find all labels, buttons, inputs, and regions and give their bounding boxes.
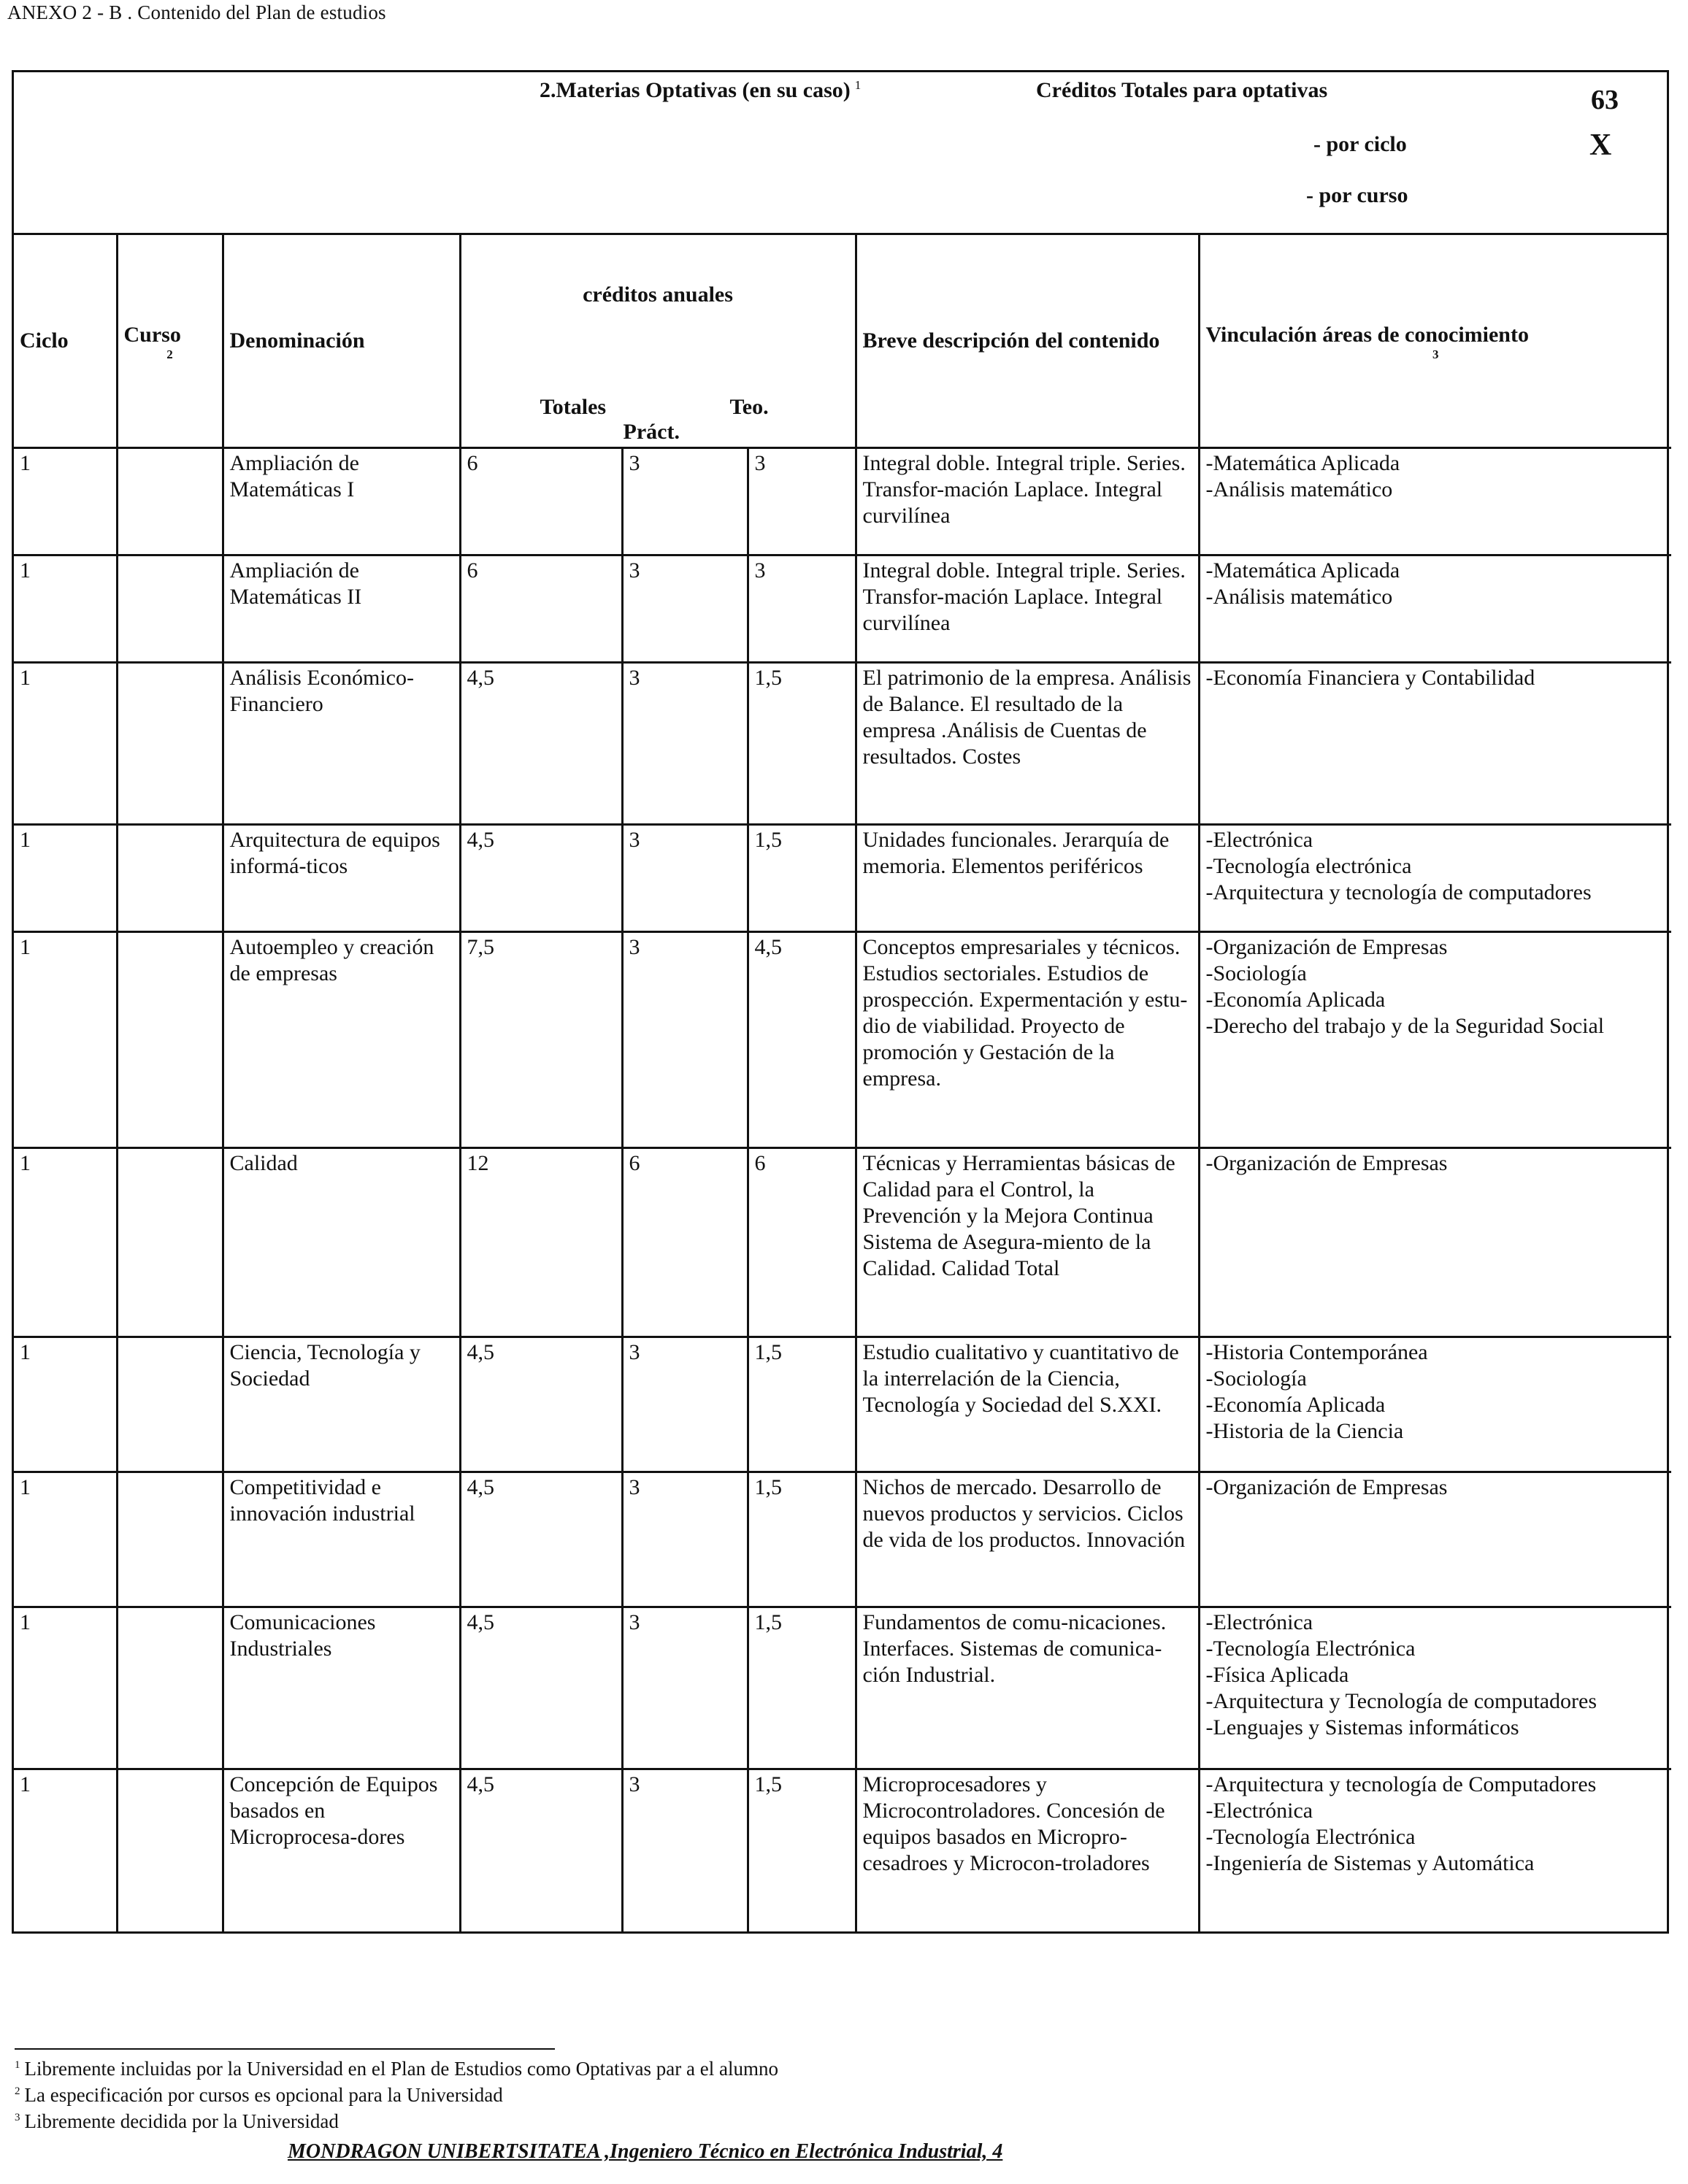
cell-curso [117,1769,223,1931]
cell-curso [117,1337,223,1472]
cell-credits-total: 6 [460,448,622,555]
footnote-text: Libremente incluidas por la Universidad en el Plan de Estudios como Optativas par a el alumno [24,2058,778,2080]
cell-credits-total: 4,5 [460,1472,622,1607]
cell-areas [1199,932,1671,1148]
area-item: -Electrónica [1205,828,1313,852]
cell-areas [1199,1769,1671,1931]
area-item: -Matemática Aplicada [1205,558,1400,582]
cell-credits-teo: 3 [622,932,748,1148]
cell-credits-pract: 1,5 [748,825,856,932]
cell-credits-total: 4,5 [460,825,622,932]
cell-ciclo: 1 [14,1607,117,1769]
cell-curso [117,663,223,825]
cell-denominacion: Ciencia, Tecnología y Sociedad [223,1337,460,1472]
cell-ciclo: 1 [14,1148,117,1337]
header-pract: Práct. [623,420,680,444]
header-denominacion: Denominación [223,235,460,448]
header-creditos [460,235,856,448]
per-cycle-mark: X [1589,128,1612,162]
cell-ciclo: 1 [14,555,117,663]
area-item: -Arquitectura y tecnología de Computadores [1205,1772,1597,1796]
cell-denominacion: Concepción de Equipos basados en Microprocesa-dores [223,1769,460,1931]
cell-ciclo: 1 [14,825,117,932]
table-row [14,1472,1671,1607]
table-row [14,825,1671,932]
area-item: -Arquitectura y Tecnología de computadores [1205,1689,1597,1713]
header-totales: Totales [540,395,607,419]
per-course-label: - por curso [1306,183,1408,207]
cell-curso [117,825,223,932]
cell-areas [1199,555,1671,663]
cell-credits-pract: 1,5 [748,663,856,825]
cell-curso [117,555,223,663]
cell-areas [1199,1472,1671,1607]
area-item: -Sociología [1205,1366,1307,1391]
cell-description: Integral doble. Integral triple. Series. Transfor-mación Laplace. Integral curvilínea [856,448,1199,555]
area-item: -Organización de Empresas [1205,1151,1448,1175]
cell-ciclo: 1 [14,663,117,825]
cell-ciclo: 1 [14,1337,117,1472]
cell-credits-teo: 6 [622,1148,748,1337]
area-item: -Física Aplicada [1205,1663,1349,1687]
total-credits-label: Créditos Totales para optativas [1036,78,1328,102]
cell-curso [117,1148,223,1337]
footnote-divider [15,2048,555,2050]
cell-curso [117,1607,223,1769]
cell-credits-teo: 3 [622,1607,748,1769]
footnote [15,2107,778,2133]
area-item: -Tecnología electrónica [1205,854,1412,878]
cell-credits-total: 7,5 [460,932,622,1148]
cell-ciclo: 1 [14,448,117,555]
summary-title: 2.Materias Optativas (en su caso) $^1$ [540,78,862,102]
area-item: -Tecnología Electrónica [1205,1637,1416,1661]
cell-curso [117,932,223,1148]
cell-denominacion: Análisis Económico-Financiero [223,663,460,825]
subjects-body [14,448,1671,1931]
cell-ciclo: 1 [14,932,117,1148]
footnote-number: 3 [15,2112,20,2123]
area-item: -Sociología [1205,961,1307,985]
subjects-table [14,235,1671,1931]
cell-ciclo: 1 [14,1472,117,1607]
cell-curso [117,1472,223,1607]
footnote-ref: 1 [854,78,862,92]
area-item: -Análisis matemático [1205,477,1393,501]
cell-description: Integral doble. Integral triple. Series. Transfor-mación Laplace. Integral curvilínea [856,555,1199,663]
area-item: -Tecnología Electrónica [1205,1825,1416,1849]
cell-credits-pract: 1,5 [748,1472,856,1607]
header-creditos-title: créditos anuales [583,282,733,307]
cell-credits-pract: 3 [748,448,856,555]
cell-areas [1199,1148,1671,1337]
cell-description: Conceptos empresariales y técnicos. Estudios sectoriales. Estudios de prospección. Expermentación y estu-dio de viabilidad. Proyecto de promoción y Gestación de la empresa. [856,932,1199,1148]
footnote-number: 2 [15,2085,20,2097]
header-teo: Teo. [729,395,769,419]
area-item: -Lenguajes y Sistemas informáticos [1205,1715,1519,1739]
cell-curso [117,448,223,555]
cell-credits-teo: 3 [622,1769,748,1931]
cell-credits-teo: 3 [622,1472,748,1607]
cell-areas [1199,448,1671,555]
cell-credits-teo: 3 [622,663,748,825]
header-ciclo: Ciclo [14,235,117,448]
cell-credits-pract: 6 [748,1148,856,1337]
cell-description: Estudio cualitativo y cuantitativo de la interrelación de la Ciencia, Tecnología y Sociedad del S.XXI. [856,1337,1199,1472]
cell-description: Técnicas y Herramientas básicas de Calidad para el Control, la Prevención y la Mejora Continua Sistema de Asegura-miento de la Calidad. Calidad Total [856,1148,1199,1337]
header-vinculacion: Vinculación áreas de conocimiento 3 [1199,235,1671,448]
header-curso: Curso 2 [117,235,223,448]
cell-denominacion: Calidad [223,1148,460,1337]
cell-description: Fundamentos de comu-nicaciones. Interfaces. Sistemas de comunica-ción Industrial. [856,1607,1199,1769]
cell-credits-teo: 3 [622,825,748,932]
area-item: -Historia de la Ciencia [1205,1419,1404,1443]
area-item: -Matemática Aplicada [1205,451,1400,475]
cell-credits-teo: 3 [622,555,748,663]
area-item: -Derecho del trabajo y de la Seguridad Social [1205,1014,1605,1038]
area-item: -Organización de Empresas [1205,1475,1448,1499]
cell-credits-teo: 3 [622,1337,748,1472]
footnote-number: 1 [15,2059,20,2071]
area-item: -Economía Aplicada [1205,1393,1386,1417]
cell-credits-pract: 3 [748,555,856,663]
cell-credits-pract: 1,5 [748,1337,856,1472]
cell-description: Unidades funcionales. Jerarquía de memoria. Elementos periféricos [856,825,1199,932]
cell-areas [1199,1337,1671,1472]
curriculum-frame [12,70,1669,1934]
footnote-ref: 3 [1432,347,1439,361]
area-item: -Organización de Empresas [1205,935,1448,959]
cell-description: Nichos de mercado. Desarrollo de nuevos productos y servicios. Ciclos de vida de los productos. Innovación [856,1472,1199,1607]
cell-description: El patrimonio de la empresa. Análisis de Balance. El resultado de la empresa .Análisis de Cuentas de resultados. Costes [856,663,1199,825]
table-header-row [14,235,1671,448]
per-cycle-label: - por ciclo [1313,132,1407,156]
cell-areas [1199,1607,1671,1769]
cell-credits-total: 4,5 [460,1769,622,1931]
optional-subjects-summary [14,72,1667,235]
table-row [14,1337,1671,1472]
cell-credits-pract: 4,5 [748,932,856,1148]
cell-denominacion: Competitividad e innovación industrial [223,1472,460,1607]
footnote-text: La especificación por cursos es opcional para la Universidad [24,2084,503,2106]
cell-denominacion: Ampliación de Matemáticas II [223,555,460,663]
table-row [14,448,1671,555]
cell-credits-total: 4,5 [460,1337,622,1472]
cell-denominacion: Ampliación de Matemáticas I [223,448,460,555]
cell-areas [1199,663,1671,825]
cell-denominacion: Autoempleo y creación de empresas [223,932,460,1148]
table-row [14,932,1671,1148]
area-item: -Electrónica [1205,1610,1313,1634]
footnote [15,2054,778,2080]
page-footer: MONDRAGON UNIBERTSITATEA ,Ingeniero Técnico en Electrónica Industrial, 4 [288,2140,1003,2163]
area-item: -Arquitectura y tecnología de computadores [1205,880,1592,904]
page-header: ANEXO 2 - B . Contenido del Plan de estudios [7,1,386,23]
cell-credits-total: 4,5 [460,663,622,825]
table-row [14,1607,1671,1769]
footnote-text: Libremente decidida por la Universidad [24,2110,339,2132]
footnote-ref: 2 [166,347,173,361]
cell-areas [1199,825,1671,932]
table-row [14,1769,1671,1931]
cell-description: Microprocesadores y Microcontroladores. Concesión de equipos basados en Micropro-cesadroes y Microcon-troladores [856,1769,1199,1931]
cell-credits-total: 12 [460,1148,622,1337]
table-row [14,1148,1671,1337]
area-item: -Electrónica [1205,1799,1313,1823]
cell-denominacion: Arquitectura de equipos informá-ticos [223,825,460,932]
cell-credits-pract: 1,5 [748,1769,856,1931]
cell-ciclo: 1 [14,1769,117,1931]
area-item: -Economía Financiera y Contabilidad [1205,666,1535,690]
total-credits-value: 63 [1591,85,1619,115]
table-row [14,555,1671,663]
cell-credits-total: 4,5 [460,1607,622,1769]
header-descripcion: Breve descripción del contenido [856,235,1199,448]
cell-credits-pract: 1,5 [748,1607,856,1769]
cell-denominacion: Comunicaciones Industriales [223,1607,460,1769]
area-item: -Historia Contemporánea [1205,1340,1428,1364]
footnotes [15,2054,778,2133]
cell-credits-teo: 3 [622,448,748,555]
area-item: -Análisis matemático [1205,585,1393,609]
footnote [15,2080,778,2107]
area-item: -Economía Aplicada [1205,988,1386,1012]
table-row [14,663,1671,825]
cell-credits-total: 6 [460,555,622,663]
area-item: -Ingeniería de Sistemas y Automática [1205,1851,1535,1875]
